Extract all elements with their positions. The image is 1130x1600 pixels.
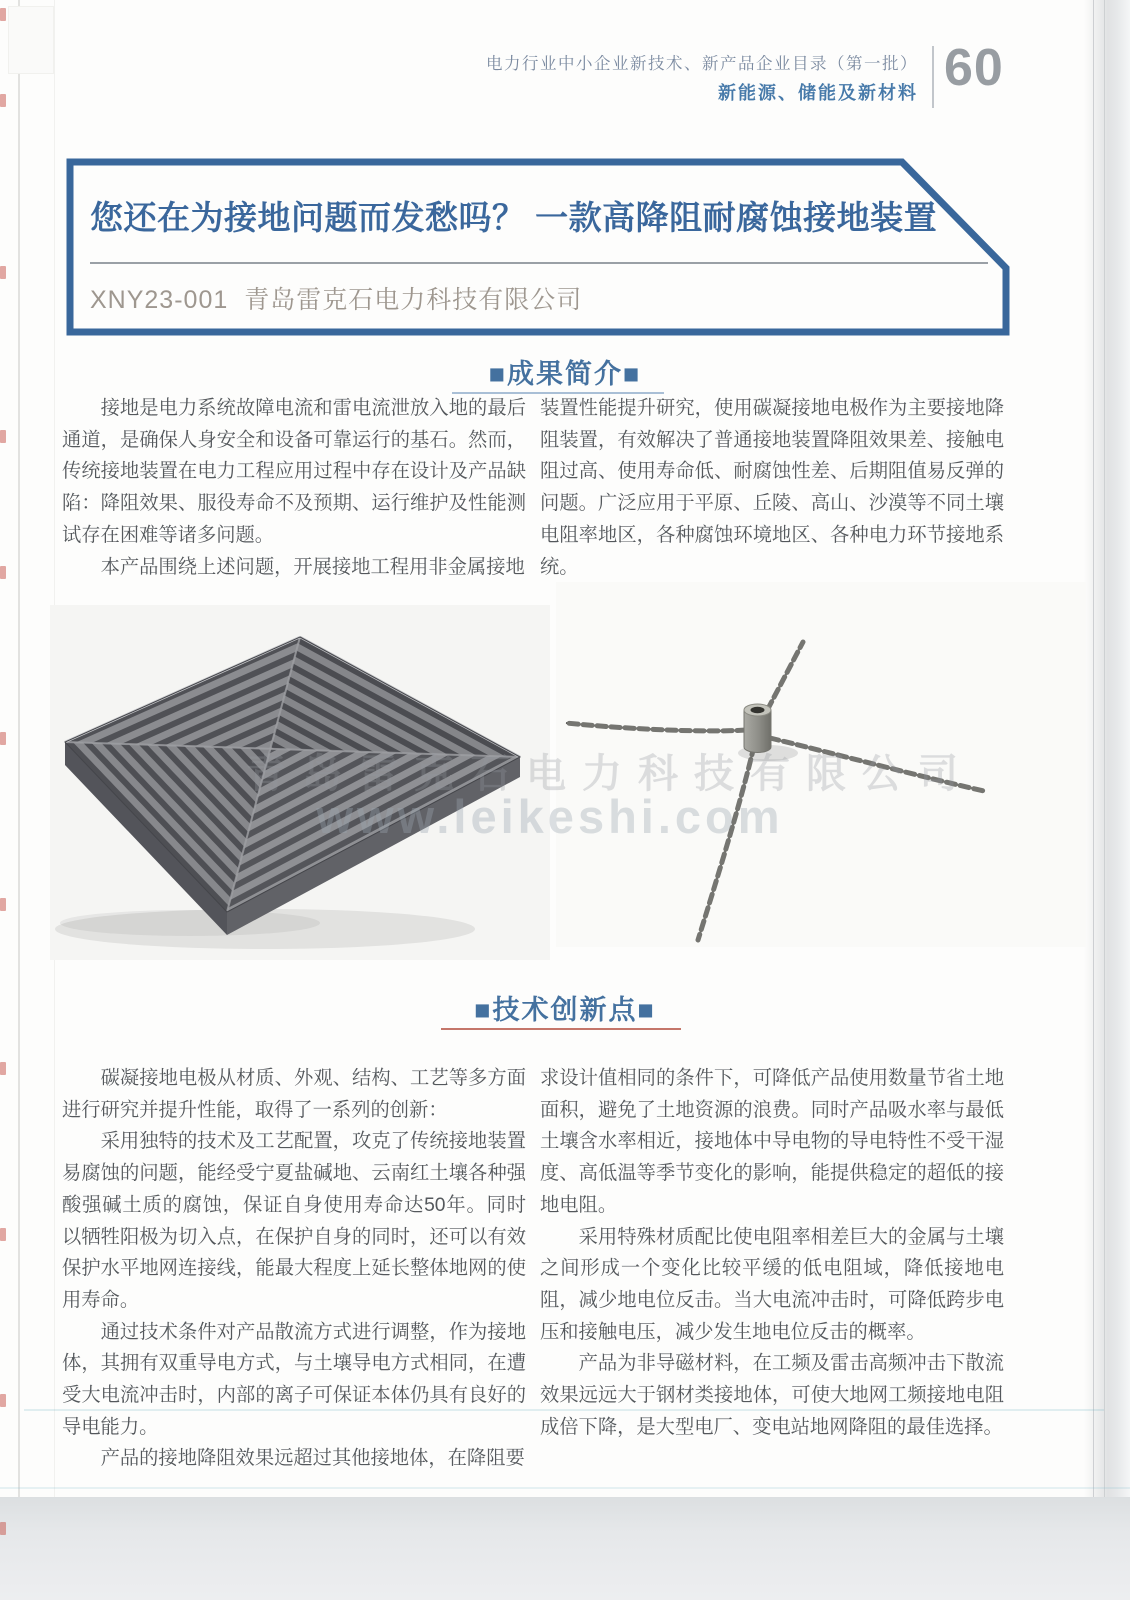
banner-rule [90,262,988,264]
company-name: 青岛雷克石电力科技有限公司 [244,286,583,314]
header-category-title: 新能源、储能及新材料 [718,83,918,103]
section2-right-column [540,1063,1004,1443]
paragraph: 产品的接地降阻效果远超过其他接地体，在降阻要 [100,1448,525,1470]
red-edge-mark [0,732,6,745]
section1-left-column [62,393,526,583]
page-edge-line [1093,0,1094,1600]
scan-line-artifact [0,1487,1130,1489]
page-edge-shadow [1084,0,1130,1600]
title-banner [66,158,1012,336]
header-divider [932,46,934,108]
paragraph: 碳凝接地电极从材质、外观、结构、工艺等多方面进行研究并提升性能，取得了一系列的创新： [62,1068,526,1121]
banner-subtitle [90,280,582,316]
red-edge-mark [0,1062,6,1075]
paragraph: 接地是电力系统故障电流和雷电流泄放入地的最后通道，是确保人身安全和设备可靠运行的基石。然而，传统接地装置在电力工程应用过程中存在设计及产品缺陷：降阻效果、服役寿命不及预期、运行维护及性能测试存在困难等诸多问题。 [62,398,526,546]
paragraph: 采用特殊材质配比使电阻率相差巨大的金属与土壤之间形成一个变化比较平缓的低电阻域，降低接地电阻，减少地电位反击。当大电流冲击时，可降低跨步电压和接触电压，减少发生地电位反击的概率。 [540,1226,1004,1343]
red-edge-mark [0,1228,6,1241]
paragraph: 采用独特的技术及工艺配置，攻克了传统接地装置易腐蚀的问题，能经受宁夏盐碱地、云南红土壤各种强酸强碱土质的腐蚀，保证自身使用寿命达50年。同时以牺牲阳极为切入点，在保护自身的同时，还可以有效保护水平地网连接线，能最大程度上延长整体地网的使用寿命。 [62,1131,526,1311]
header-catalog-title: 电力行业中小企业新技术、新产品企业目录（第一批） [486,55,918,73]
red-edge-mark [0,898,6,911]
scan-corner-patch [8,6,54,74]
red-edge-mark [0,8,6,21]
product-code: XNY23-001 [90,286,229,314]
section-heading-achievement-intro: ■成果简介■ [488,359,642,389]
section1-right-column [540,393,1004,583]
section2-left-column [62,1063,526,1475]
watermark-url: www.leikeshi.com [316,790,784,843]
section-heading-tech-innovation: ■技术创新点■ [474,995,656,1025]
red-edge-mark [0,430,6,443]
hub-hole [751,707,765,713]
red-edge-mark [0,266,6,279]
paragraph: 求设计值相同的条件下，可降低产品使用数量节省土地面积，避免了土地资源的浪费。同时产品吸水率与最低土壤含水率相近，接地体中导电物的导电特性不受干湿度、高低温等季节变化的影响，能提供稳定的超低的接地电阻。 [540,1068,1004,1216]
watermark-company: 青岛雷克石电力科技有限公司 [246,752,974,796]
red-edge-mark [0,1522,6,1535]
red-edge-mark [0,94,6,107]
page-crease-line [18,0,20,1600]
page-title: 您还在为接地问题而发愁吗？ 一款高降阻耐腐蚀接地装置 [90,199,938,236]
page-bottom-edge [0,1497,1130,1600]
section-heading-underline [441,1028,681,1030]
paragraph: 通过技术条件对产品散流方式进行调整，作为接地体，其拥有双重导电方式，与土壤导电方式相同，在遭受大电流冲击时，内部的离子可保证本体仍具有良好的导电能力。 [62,1321,526,1438]
page-edge-line [1104,0,1105,1600]
red-edge-mark [0,1394,6,1407]
plate-shadow [60,910,320,936]
red-edge-mark [0,566,6,579]
paragraph: 本产品围绕上述问题，开展接地工程用非金属接地 [100,556,525,578]
page-number: 60 [944,39,1004,97]
paragraph: 产品为非导磁材料，在工频及雷击高频冲击下散流效果远远大于钢材类接地体，可使大地网工频接地电阻成倍下降，是大型电厂、变电站地网降阻的最佳选择。 [540,1353,1004,1438]
paragraph: 装置性能提升研究，使用碳凝接地电极作为主要接地降阻装置，有效解决了普通接地装置降阻效果差、接触电阻过高、使用寿命低、耐腐蚀性差、后期阻值易反弹的问题。广泛应用于平原、丘陵、高山、沙漠等不同土壤电阻率地区，各种腐蚀环境地区、各种电力环节接地系统。 [540,398,1004,578]
